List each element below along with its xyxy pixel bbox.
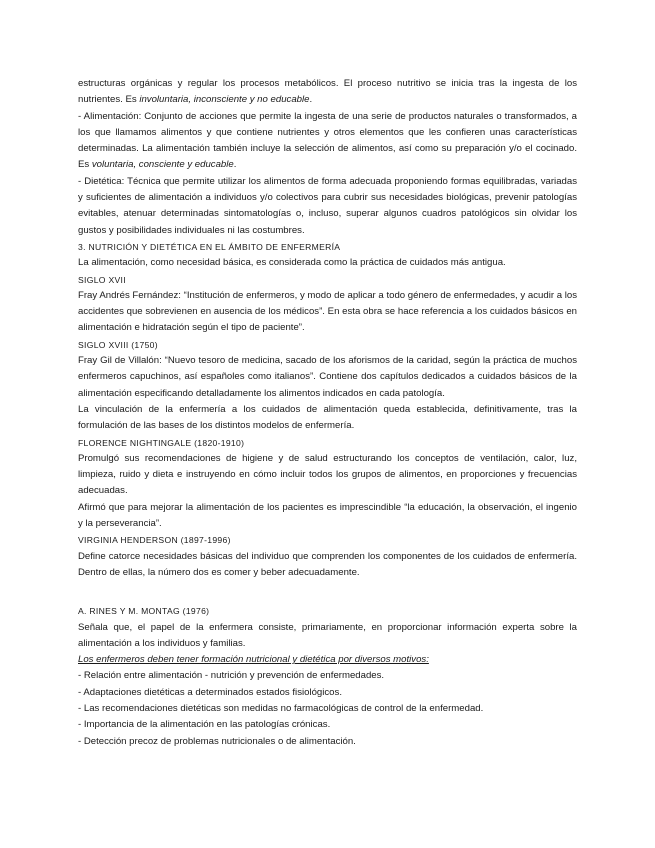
subheading: SIGLO XVIII (1750) (78, 339, 158, 350)
list-item: - Detección precoz de problemas nutricionales o de alimentación. (78, 735, 356, 747)
paragraph: Define catorce necesidades básicas del individuo que comprenden los componentes de los cuidados de enfermería. Dentro de ellas, la número dos es comer y beber adecuadamente. (78, 550, 577, 578)
list-item: - Relación entre alimentación - nutrición y prevención de enfermedades. (78, 670, 385, 682)
section-heading: 3. NUTRICIÓN Y DIETÉTICA EN EL ÁMBITO DE ENFERMERÍA (78, 241, 341, 252)
spacer (78, 581, 577, 603)
paragraph: Promulgó sus recomendaciones de higiene y de salud estructurando los conceptos de ventilación, calor, luz, limpieza, ruido y dieta e instruyendo en cómo incluir todos los grupos de alimentos, en proporciones y frecuencias adecuadas. (78, 452, 577, 497)
list-item: - Adaptaciones dietéticas a determinados estados fisiológicos. (78, 686, 342, 698)
paragraph: La alimentación, como necesidad básica, es considerada como la práctica de cuidados más antigua. (78, 257, 506, 269)
list-item: - Importancia de la alimentación en las patologías crónicas. (78, 719, 331, 731)
paragraph: Señala que, el papel de la enfermera consiste, primariamente, en proporcionar información experta sobre la alimentación a los individuos y familias. (78, 621, 577, 649)
subheading: A. RINES Y M. MONTAG (1976) (78, 606, 210, 617)
paragraph: estructuras orgánicas y regular los procesos metabólicos. El proceso nutritivo se inicia tras la ingesta de los nutrientes. Es involuntaria, inconsciente y no educable. (78, 78, 577, 106)
paragraph-dietetica: - Dietética: Técnica que permite utilizar los alimentos de forma adecuada proponiendo formas equilibradas, variadas y suficientes de alimentación a individuos y/o colectivos para cubrir sus necesidades biológicas, prevenir patologías evitables, atenuar determinadas sintomatologías o, incluso, superar algunos cuadros patológicos sin olvidar los gustos y posibilidades individuales ni las costumbres. (78, 175, 577, 236)
subheading: VIRGINIA HENDERSON (1897-1996) (78, 535, 231, 546)
paragraph: Afirmó que para mejorar la alimentación de los pacientes es imprescindible “la educación, la observación, el ingenio y la perseverancia”. (78, 501, 577, 530)
paragraph: Fray Andrés Fernández: “Institución de enfermeros, y modo de aplicar a todo género de enfermedades, y acudir a los accidentes que sobrevienen en ausencia de los médicos”. En esta obra se hace referencia a los cuidados básicos en alimentación e hidratación según el tipo de paciente”. (78, 289, 577, 334)
paragraph-alimentacion: - Alimentación: Conjunto de acciones que permite la ingesta de una serie de productos naturales o transformados, a los que llamamos alimentos y que contiene nutrientes y otros elementos que les confieren unas características determinadas. La alimentación también incluye la selección de alimentos, así como su preparación y/o el cocinado. Es voluntaria, consciente y educable. (78, 110, 577, 171)
subheading: SIGLO XVII (78, 274, 126, 285)
underlined-heading: Los enfermeros deben tener formación nutricional y dietética por diversos motivos: (78, 654, 429, 666)
paragraph: La vinculación de la enfermería a los cuidados de alimentación queda establecida, definitivamente, tras la formulación de las bases de los distintos modelos de enfermería. (78, 403, 577, 432)
paragraph: Fray Gil de Villalón: “Nuevo tesoro de medicina, sacado de los aforismos de la caridad, según la práctica de muchos enfermeros capuchinos, así españoles como italianos”. Contiene dos capítulos dedicados a cuidados básicos de la alimentación especificando detalladamente los alimentos indicados en cada patología. (78, 355, 577, 399)
subheading: FLORENCE NIGHTINGALE (1820-1910) (78, 437, 245, 448)
list-item: - Las recomendaciones dietéticas son medidas no farmacológicas de control de la enfermedad. (78, 702, 484, 714)
